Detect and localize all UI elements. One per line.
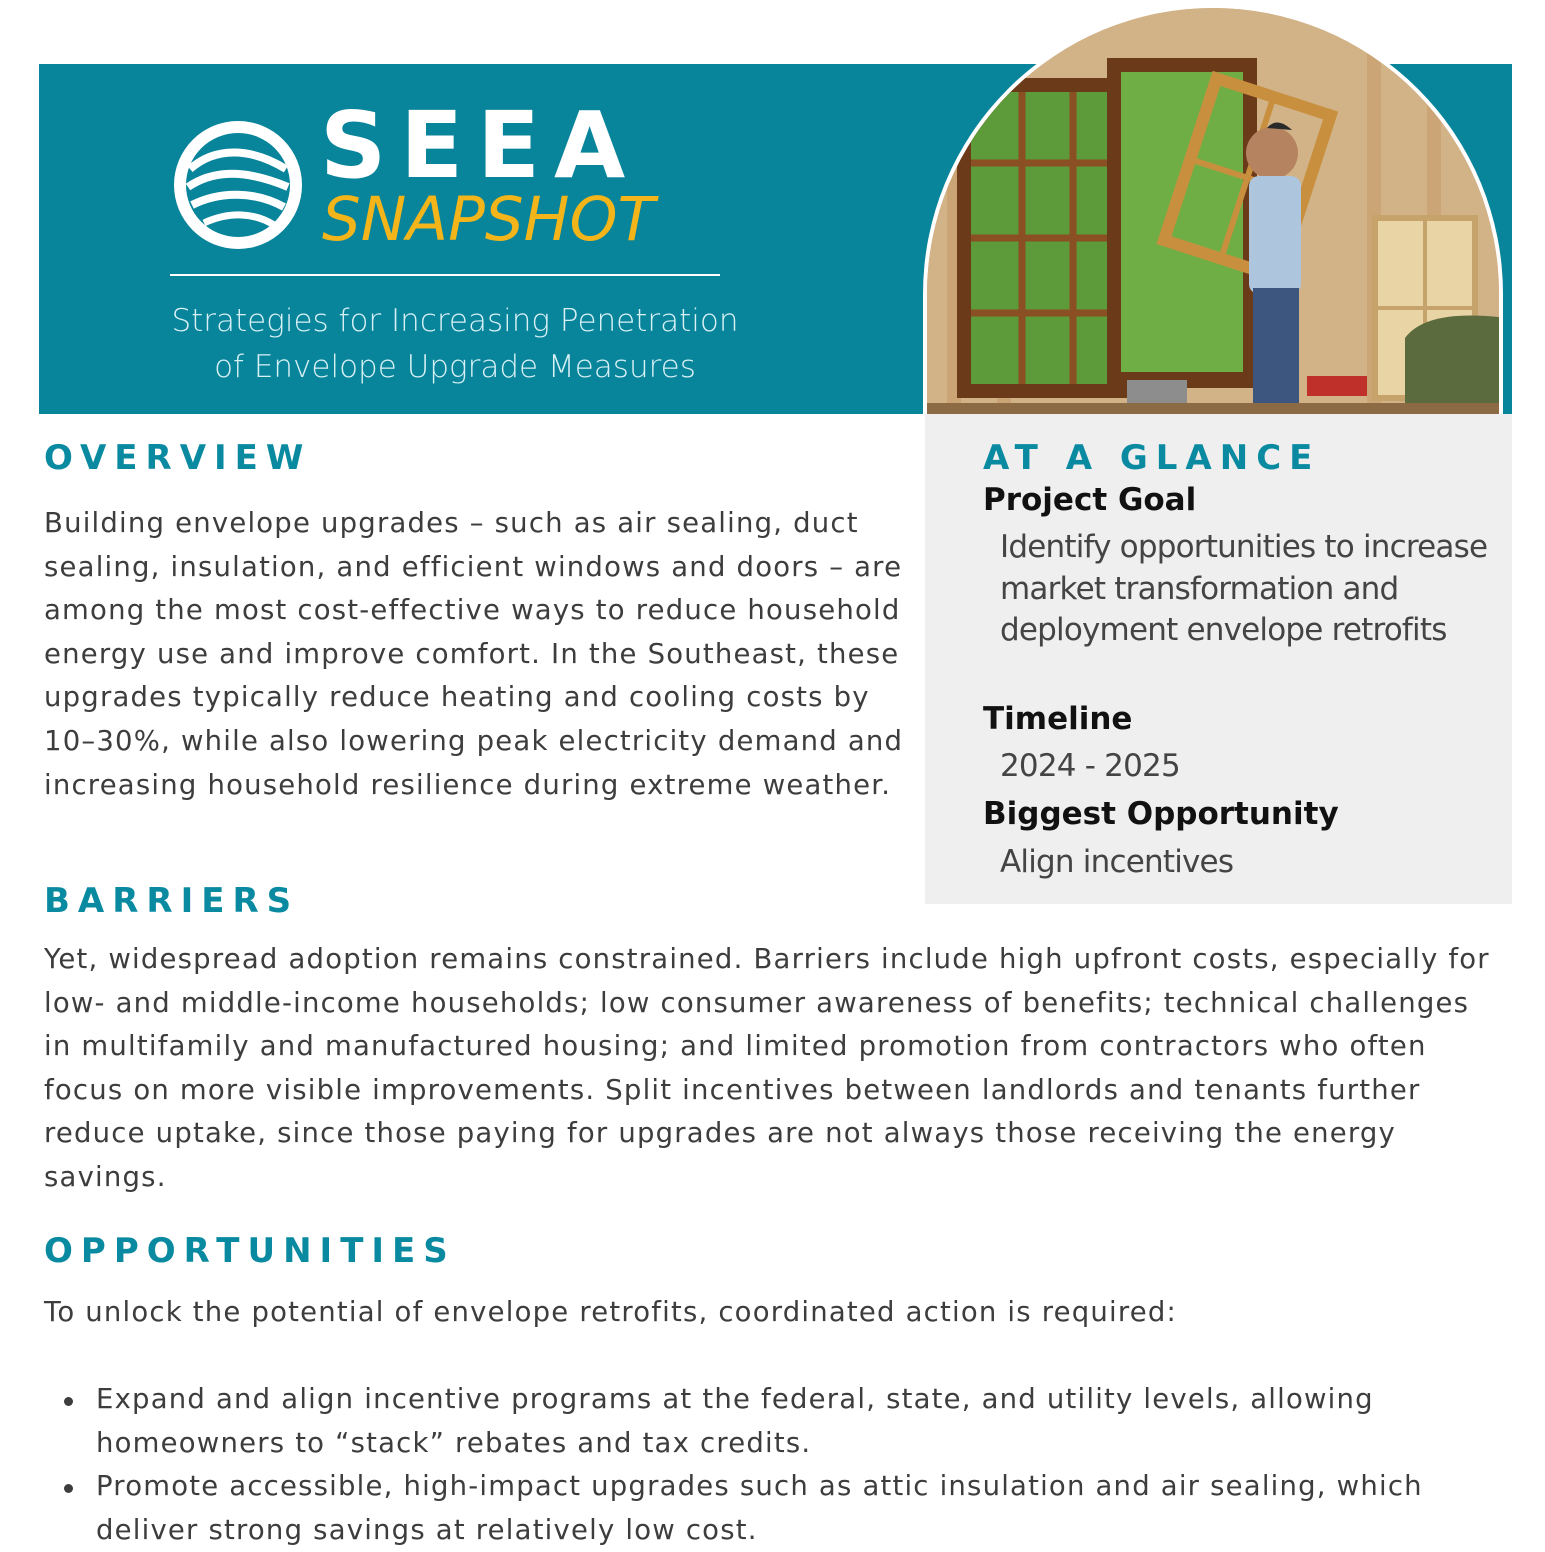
timeline-value: 2024 - 2025 — [1000, 748, 1180, 784]
opportunities-intro: To unlock the potential of envelope retrofits, coordinated action is required: — [44, 1296, 1178, 1328]
list-item: Expand and align incentive programs at the federal, state, and utility levels, allowing homeowners to “stack” rebates and tax credits. — [44, 1378, 1504, 1465]
brand-name: SEEA — [320, 92, 640, 199]
project-goal-label: Project Goal — [983, 482, 1197, 518]
biggest-opportunity-label: Biggest Opportunity — [983, 796, 1339, 832]
timeline-label: Timeline — [983, 701, 1133, 737]
opportunities-heading: OPPORTUNITIES — [44, 1231, 456, 1271]
barriers-heading: BARRIERS — [44, 881, 300, 921]
biggest-opportunity-value: Align incentives — [1000, 844, 1234, 880]
at-a-glance-heading: AT A GLANCE — [983, 438, 1321, 478]
overview-body: Building envelope upgrades – such as air sealing, duct sealing, insulation, and efficient windows and doors – are among the most cost-effective ways to reduce household energy use and improve comfort. In the Southeast, these upgrades typically reduce heating and cooling costs by 10–30%, while also lowering peak electricity demand and increasing household resilience during extreme weather. — [44, 507, 904, 801]
tagline-line-2: of Envelope Upgrade Measures — [214, 349, 696, 385]
brand-subtitle: SNAPSHOT — [322, 184, 655, 255]
project-goal-value: Identify opportunities to increase market transformation and deployment envelope retrofits — [1000, 529, 1488, 648]
barriers-body: Yet, widespread adoption remains constrained. Barriers include high upfront costs, especially for low- and middle-income households; low consumer awareness of benefits; technical challenges in multifamily and manufactured housing; and limited promotion from contractors who often focus on more visible improvements. Split incentives between landlords and tenants further reduce uptake, since those paying for upgrades are not always those receiving the energy savings. — [44, 943, 1490, 1193]
overview-heading: OVERVIEW — [44, 438, 312, 478]
opportunities-list — [44, 1378, 1504, 1552]
seea-logo-icon — [170, 117, 306, 253]
banner-tagline — [160, 298, 750, 390]
tagline-line-1: Strategies for Increasing Penetration — [171, 303, 739, 339]
list-item: Promote accessible, high-impact upgrades such as attic insulation and air sealing, which deliver strong savings at relatively low cost. — [44, 1465, 1504, 1552]
banner-divider — [170, 274, 720, 276]
